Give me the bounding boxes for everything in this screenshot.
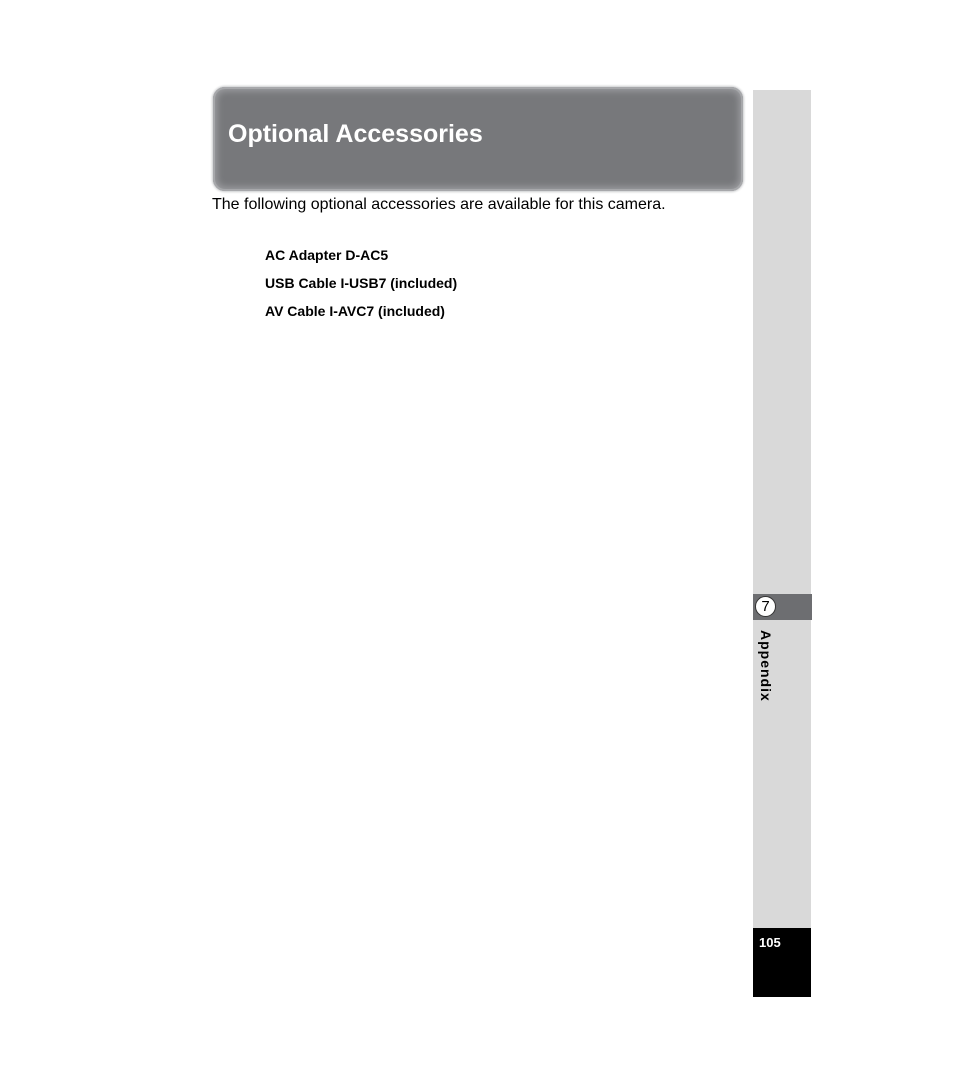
chapter-number-badge: 7 <box>755 596 776 617</box>
chapter-title: Appendix <box>758 630 774 702</box>
chapter-side-strip <box>753 90 811 928</box>
accessory-item: AC Adapter D-AC5 <box>265 247 389 263</box>
chapter-tab <box>753 594 812 620</box>
page-number-box <box>753 928 811 997</box>
intro-text: The following optional accessories are available for this camera. <box>212 196 666 213</box>
accessory-item: USB Cable I-USB7 (included) <box>265 275 458 291</box>
page-number: 105 <box>759 935 781 950</box>
page-title: Optional Accessories <box>228 120 483 148</box>
section-title-banner <box>213 87 743 191</box>
accessory-item: AV Cable I-AVC7 (included) <box>265 303 445 319</box>
accessory-list <box>265 246 457 330</box>
